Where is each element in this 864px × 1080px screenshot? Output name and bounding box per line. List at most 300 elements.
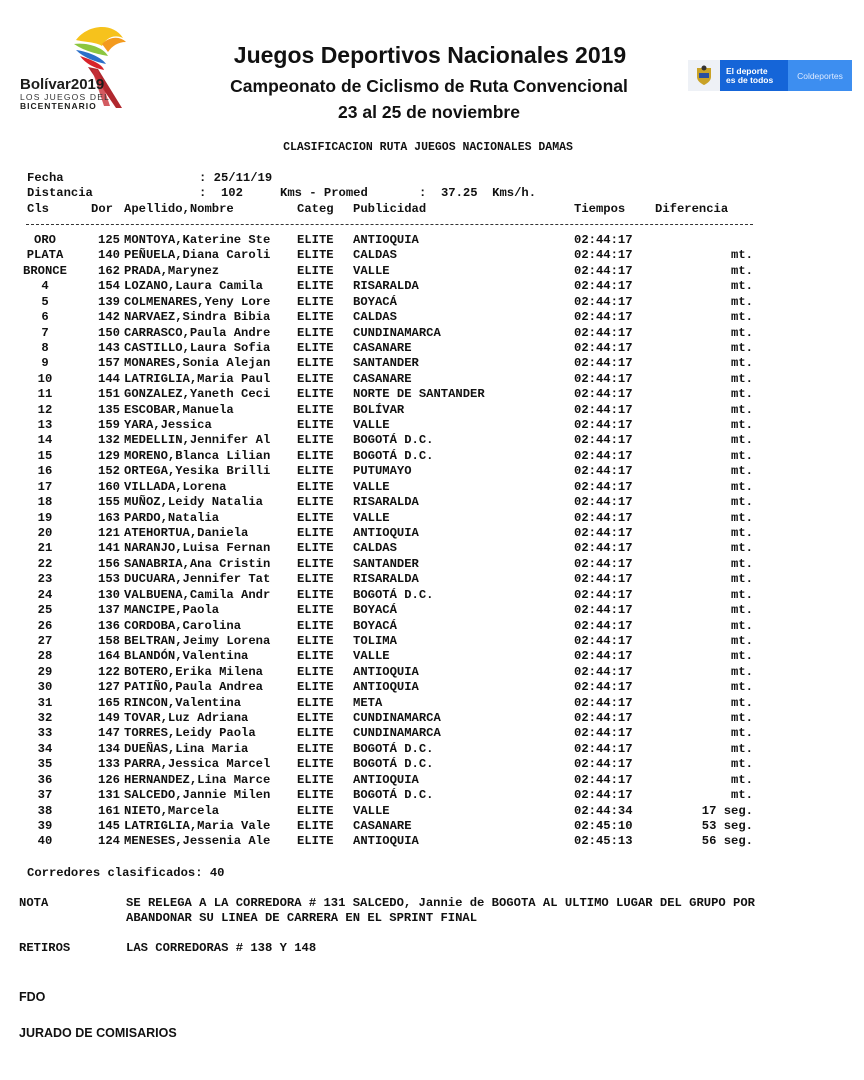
cell-nombre: LATRIGLIA,Maria Paul [124,371,271,386]
cell-tiempo: 02:44:17 [574,741,633,756]
cell-categ: ELITE [297,433,334,448]
cell-diferencia: mt. [731,433,753,448]
cell-cls: 13 [37,418,53,433]
col-header-tiempos: Tiempos [574,202,626,216]
cell-publicidad: BOGOTÁ D.C. [353,433,434,448]
cell-publicidad: TOLIMA [353,633,397,648]
cell-dor: 150 [98,325,120,340]
cell-publicidad: BOYACÁ [353,618,397,633]
table-row [0,665,864,680]
cell-diferencia: mt. [731,448,753,463]
cell-cls: 8 [41,340,49,355]
cell-publicidad: CUNDINAMARCA [353,711,441,726]
fdo-label: FDO [19,990,46,1004]
cell-diferencia: mt. [731,726,753,741]
cell-categ: ELITE [297,263,334,278]
cell-cls: 38 [37,803,53,818]
cell-tiempo: 02:44:17 [574,788,633,803]
table-row [0,619,864,634]
cell-categ: ELITE [297,541,334,556]
cell-categ: ELITE [297,233,334,247]
cell-tiempo: 02:44:17 [574,695,633,710]
table-row [0,711,864,726]
cell-categ: ELITE [297,402,334,417]
logo-name: Bolívar2019 [20,76,105,93]
cell-categ: ELITE [297,418,334,433]
col-header-publicidad: Publicidad [353,202,427,216]
cell-dor: 141 [98,541,120,556]
nota-line1: SE RELEGA A LA CORREDORA # 131 SALCEDO, Jannie de BOGOTA AL ULTIMO LUGAR DEL GRUPO POR [126,896,755,910]
cell-cls: 22 [37,556,53,571]
cell-publicidad: CUNDINAMARCA [353,325,441,340]
table-row [0,295,864,310]
cell-publicidad: CASANARE [353,371,412,386]
cell-dor: 154 [98,279,120,294]
cell-diferencia: mt. [731,711,753,726]
cell-nombre: GONZALEZ,Yaneth Ceci [124,387,271,402]
cell-tiempo: 02:44:17 [574,263,633,278]
cell-publicidad: CASANARE [353,340,412,355]
table-row [0,804,864,819]
cell-cls: 17 [37,479,53,494]
cell-diferencia: mt. [731,294,753,309]
col-header-nombre: Apellido,Nombre [124,202,234,216]
cell-cls: 26 [37,618,53,633]
fecha-label: Fecha [27,171,64,185]
cell-publicidad: CUNDINAMARCA [353,726,441,741]
cell-categ: ELITE [297,741,334,756]
cell-categ: ELITE [297,371,334,386]
cell-dor: 147 [98,726,120,741]
cell-tiempo: 02:44:34 [574,803,633,818]
cell-publicidad: CALDAS [353,310,397,325]
cell-categ: ELITE [297,464,334,479]
cell-nombre: MEDELLIN,Jennifer Al [124,433,271,448]
cell-nombre: RINCON,Valentina [124,695,242,710]
cell-tiempo: 02:44:17 [574,510,633,525]
cell-dor: 134 [98,741,120,756]
cell-categ: ELITE [297,618,334,633]
cell-diferencia: 56 seg. [701,834,753,849]
cell-categ: ELITE [297,680,334,695]
coat-of-arms-icon [688,60,720,91]
cell-cls: 31 [37,695,53,710]
cell-categ: ELITE [297,587,334,602]
cell-dor: 165 [98,695,120,710]
cell-diferencia: mt. [731,680,753,695]
cell-nombre: MENESES,Jessenia Ale [124,834,271,849]
cell-publicidad: VALLE [353,649,390,664]
cell-categ: ELITE [297,448,334,463]
distancia-label: Distancia [27,186,93,200]
cell-tiempo: 02:44:17 [574,310,633,325]
cell-diferencia: mt. [731,510,753,525]
cell-tiempo: 02:44:17 [574,633,633,648]
cell-cls: 27 [37,633,53,648]
cell-cls: 9 [41,356,49,371]
cell-dor: 158 [98,633,120,648]
cell-tiempo: 02:44:17 [574,649,633,664]
event-subtitle: Campeonato de Ciclismo de Ruta Convencional [230,76,628,96]
cell-tiempo: 02:44:17 [574,541,633,556]
cell-dor: 131 [98,788,120,803]
cell-diferencia: mt. [731,695,753,710]
cell-diferencia: mt. [731,325,753,340]
cell-dor: 130 [98,587,120,602]
cell-nombre: MONARES,Sonia Alejan [124,356,271,371]
cell-tiempo: 02:44:17 [574,525,633,540]
cell-categ: ELITE [297,572,334,587]
cell-cls: PLATA [26,248,64,263]
cell-publicidad: PUTUMAYO [353,464,412,479]
cell-dor: 152 [98,464,120,479]
cell-tiempo: 02:44:17 [574,556,633,571]
cell-categ: ELITE [297,834,334,849]
cell-diferencia: mt. [731,402,753,417]
cell-diferencia: mt. [731,649,753,664]
cell-publicidad: NORTE DE SANTANDER [353,387,485,402]
org-name: Coldeportes [788,60,852,91]
table-row [0,356,864,371]
cell-dor: 159 [98,418,120,433]
table-row [0,387,864,402]
cell-categ: ELITE [297,556,334,571]
cell-nombre: COLMENARES,Yeny Lore [124,294,271,309]
cell-diferencia: mt. [731,587,753,602]
cell-diferencia: mt. [731,263,753,278]
cell-cls: 24 [37,587,53,602]
cell-categ: ELITE [297,294,334,309]
cell-cls: 39 [37,818,53,833]
cell-diferencia: mt. [731,418,753,433]
cell-tiempo: 02:44:17 [574,340,633,355]
cell-tiempo: 02:44:17 [574,448,633,463]
cell-tiempo: 02:44:17 [574,572,633,587]
cell-categ: ELITE [297,695,334,710]
table-row [0,279,864,294]
cell-cls: 6 [41,310,49,325]
cell-dor: 149 [98,711,120,726]
cell-nombre: YARA,Jessica [124,418,212,433]
cell-diferencia: mt. [731,603,753,618]
cell-diferencia: mt. [731,741,753,756]
cell-dor: 133 [98,757,120,772]
cell-categ: ELITE [297,633,334,648]
cell-nombre: PEÑUELA,Diana Caroli [124,248,271,263]
cell-nombre: ORTEGA,Yesika Brilli [124,464,271,479]
cell-publicidad: ANTIOQUIA [353,834,419,849]
cell-dor: 163 [98,510,120,525]
cell-cls: 35 [37,757,53,772]
cell-publicidad: CALDAS [353,248,397,263]
table-row [0,326,864,341]
cell-tiempo: 02:44:17 [574,356,633,371]
cell-cls: 10 [37,371,53,386]
cell-dor: 161 [98,803,120,818]
cell-cls: 37 [37,788,53,803]
table-row [0,449,864,464]
report-title: CLASIFICACION RUTA JUEGOS NACIONALES DAMAS [283,141,573,154]
cell-dor: 145 [98,818,120,833]
cell-categ: ELITE [297,356,334,371]
cell-publicidad: VALLE [353,418,390,433]
cell-dor: 132 [98,433,120,448]
cell-publicidad: VALLE [353,510,390,525]
cell-publicidad: ANTIOQUIA [353,772,419,787]
fecha-value: : 25/11/19 [199,171,273,185]
cell-publicidad: RISARALDA [353,279,419,294]
logo-line2: LOS JUEGOS DEL [20,92,111,102]
cell-nombre: VILLADA,Lorena [124,479,227,494]
table-row [0,572,864,587]
cell-tiempo: 02:44:17 [574,726,633,741]
table-row [0,541,864,556]
cell-cls: 25 [37,603,53,618]
table-row [0,696,864,711]
cell-dor: 151 [98,387,120,402]
cell-categ: ELITE [297,495,334,510]
cell-nombre: SALCEDO,Jannie Milen [124,788,271,803]
cell-publicidad: VALLE [353,263,390,278]
cell-tiempo: 02:44:17 [574,402,633,417]
cell-diferencia: mt. [731,495,753,510]
cell-nombre: PATIÑO,Paula Andrea [124,680,263,695]
cell-diferencia: mt. [731,340,753,355]
cell-tiempo: 02:44:17 [574,757,633,772]
cell-dor: 135 [98,402,120,417]
cell-categ: ELITE [297,757,334,772]
cell-diferencia: mt. [731,757,753,772]
cell-publicidad: BOGOTÁ D.C. [353,788,434,803]
cell-publicidad: SANTANDER [353,356,419,371]
cell-nombre: CASTILLO,Laura Sofia [124,340,271,355]
cell-publicidad: BOYACÁ [353,603,397,618]
cell-dor: 139 [98,294,120,309]
cell-dor: 137 [98,603,120,618]
cell-publicidad: BOGOTÁ D.C. [353,757,434,772]
table-row [0,680,864,695]
cell-dor: 164 [98,649,120,664]
cell-dor: 129 [98,448,120,463]
cell-tiempo: 02:44:17 [574,603,633,618]
cell-publicidad: SANTANDER [353,556,419,571]
col-header-dor: Dor [91,202,113,216]
cell-dor: 136 [98,618,120,633]
table-row [0,233,864,248]
page-title: Juegos Deportivos Nacionales 2019 [233,42,627,68]
cell-cls: 4 [41,279,49,294]
jurado-label: JURADO DE COMISARIOS [19,1026,177,1040]
cell-tiempo: 02:45:13 [574,834,633,849]
cell-nombre: NARANJO,Luisa Fernan [124,541,271,556]
table-row [0,248,864,263]
cell-tiempo: 02:44:17 [574,711,633,726]
cell-categ: ELITE [297,387,334,402]
cell-tiempo: 02:44:17 [574,294,633,309]
cell-tiempo: 02:44:17 [574,248,633,263]
cell-dor: 153 [98,572,120,587]
nota-label: NOTA [19,896,49,910]
table-row [0,742,864,757]
cell-dor: 160 [98,479,120,494]
cell-cls: 16 [37,464,53,479]
cell-categ: ELITE [297,711,334,726]
cell-nombre: BLANDÓN,Valentina [124,649,249,664]
nota-line2: ABANDONAR SU LINEA DE CARRERA EN EL SPRINT FINAL [126,911,478,925]
cell-nombre: BELTRAN,Jeimy Lorena [124,633,271,648]
cell-cls: 7 [41,325,49,340]
cell-cls: 5 [41,294,49,309]
cell-diferencia: 17 seg. [701,803,753,818]
cell-tiempo: 02:44:17 [574,387,633,402]
cell-diferencia: 53 seg. [701,818,753,833]
cell-dor: 126 [98,772,120,787]
cell-dor: 155 [98,495,120,510]
cell-diferencia: mt. [731,310,753,325]
cell-cls: 21 [37,541,53,556]
cell-diferencia: mt. [731,633,753,648]
cell-categ: ELITE [297,772,334,787]
cell-tiempo: 02:44:17 [574,233,633,247]
cell-tiempo: 02:45:10 [574,818,633,833]
cell-categ: ELITE [297,603,334,618]
logo-line3: BICENTENARIO [20,101,97,111]
cell-diferencia: mt. [731,541,753,556]
cell-nombre: TOVAR,Luz Adriana [124,711,249,726]
cell-nombre: MUÑOZ,Leidy Natalia [124,495,263,510]
cell-nombre: PARDO,Natalia [124,510,220,525]
table-row [0,310,864,325]
cell-cls: 19 [37,510,53,525]
cell-dor: 121 [98,525,120,540]
cell-dor: 162 [98,263,120,278]
cell-categ: ELITE [297,818,334,833]
cell-cls: 15 [37,448,53,463]
cell-dor: 124 [98,834,120,849]
cell-tiempo: 02:44:17 [574,279,633,294]
cell-diferencia: mt. [731,248,753,263]
slogan-line1: El deporte [726,65,768,76]
cell-publicidad: ANTIOQUIA [353,664,419,679]
cell-categ: ELITE [297,726,334,741]
table-row [0,403,864,418]
cell-tiempo: 02:44:17 [574,587,633,602]
cell-categ: ELITE [297,510,334,525]
table-row [0,649,864,664]
table-row [0,726,864,741]
cell-tiempo: 02:44:17 [574,479,633,494]
retiros-text: LAS CORREDORAS # 138 Y 148 [126,941,317,955]
table-row [0,372,864,387]
cell-categ: ELITE [297,479,334,494]
cell-dor: 143 [98,340,120,355]
cell-dor: 144 [98,371,120,386]
cell-cls: 34 [37,741,53,756]
cell-nombre: ATEHORTUA,Daniela [124,525,249,540]
cell-nombre: DUCUARA,Jennifer Tat [124,572,271,587]
cell-diferencia: mt. [731,371,753,386]
cell-tiempo: 02:44:17 [574,464,633,479]
cell-cls: 40 [37,834,53,849]
cell-cls: 11 [37,387,53,402]
table-row [0,557,864,572]
cell-diferencia: mt. [731,556,753,571]
cell-cls: ORO [34,233,56,247]
cell-dor: 127 [98,680,120,695]
table-row [0,526,864,541]
cell-nombre: NIETO,Marcela [124,803,220,818]
cell-tiempo: 02:44:17 [574,680,633,695]
event-dates: 23 al 25 de noviembre [338,102,520,122]
cell-nombre: CORDOBA,Carolina [124,618,242,633]
promedio-value: : 37.25 Kms/h. [419,186,537,200]
cell-tiempo: 02:44:17 [574,433,633,448]
cell-categ: ELITE [297,788,334,803]
cell-nombre: PRADA,Marynez [124,263,220,278]
cell-tiempo: 02:44:17 [574,325,633,340]
table-row [0,495,864,510]
cell-dor: 157 [98,356,120,371]
header-divider [26,224,753,225]
cell-tiempo: 02:44:17 [574,495,633,510]
cell-diferencia: mt. [731,618,753,633]
table-row [0,788,864,803]
cell-nombre: LATRIGLIA,Maria Vale [124,818,271,833]
cell-nombre: HERNANDEZ,Lina Marce [124,772,271,787]
cell-publicidad: BOLÍVAR [353,402,405,417]
cell-categ: ELITE [297,664,334,679]
cell-cls: 20 [37,525,53,540]
slogan-line2: es de todos [726,74,774,85]
cell-cls: 36 [37,772,53,787]
cell-diferencia: mt. [731,772,753,787]
cell-publicidad: BOGOTÁ D.C. [353,587,434,602]
cell-dor: 140 [98,248,120,263]
cell-nombre: MONTOYA,Katerine Ste [124,233,271,247]
cell-diferencia: mt. [731,464,753,479]
table-row [0,418,864,433]
cell-publicidad: ANTIOQUIA [353,233,419,247]
table-row [0,433,864,448]
cell-nombre: ESCOBAR,Manuela [124,402,234,417]
cell-dor: 125 [98,233,120,247]
cell-diferencia: mt. [731,479,753,494]
cell-categ: ELITE [297,525,334,540]
cell-publicidad: ANTIOQUIA [353,525,419,540]
cell-publicidad: RISARALDA [353,572,419,587]
cell-nombre: MORENO,Blanca Lilian [124,448,271,463]
cell-categ: ELITE [297,649,334,664]
cell-cls: 23 [37,572,53,587]
cell-nombre: VALBUENA,Camila Andr [124,587,271,602]
cell-publicidad: BOYACÁ [353,294,397,309]
coldeportes-logo [688,60,852,91]
cell-dor: 142 [98,310,120,325]
cell-publicidad: CASANARE [353,818,412,833]
cell-nombre: MANCIPE,Paola [124,603,220,618]
cell-diferencia: mt. [731,664,753,679]
cell-cls: 29 [37,664,53,679]
cell-diferencia: mt. [731,788,753,803]
cell-categ: ELITE [297,325,334,340]
cell-categ: ELITE [297,248,334,263]
cell-cls: 18 [37,495,53,510]
table-row [0,588,864,603]
table-row [0,757,864,772]
cell-tiempo: 02:44:17 [574,371,633,386]
table-row [0,480,864,495]
cell-nombre: LOZANO,Laura Camila [124,279,263,294]
